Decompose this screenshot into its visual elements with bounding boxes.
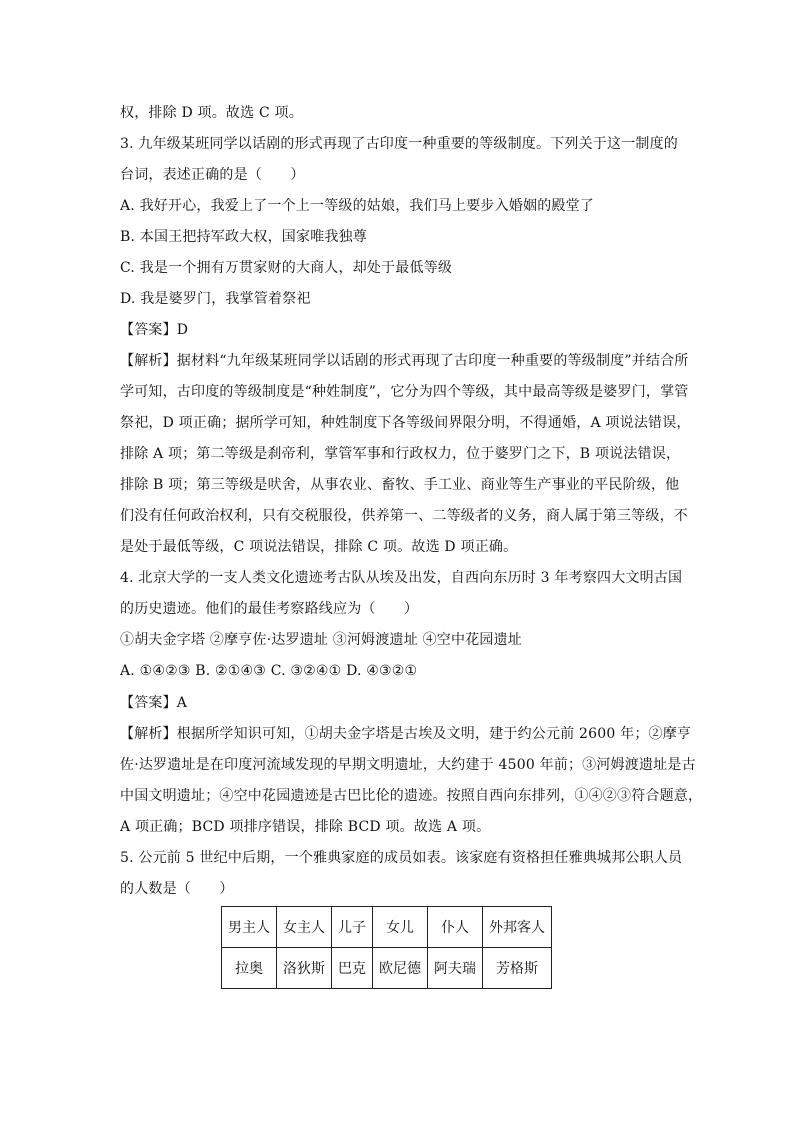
table-cell: 洛狄斯 — [277, 948, 332, 989]
table-header-cell: 儿子 — [332, 907, 373, 948]
question-5-stem-cont: 的人数是（ ） — [120, 881, 234, 897]
question-3-analysis-2: 学可知，古印度的等级制度是“种姓制度”，它分为四个等级，其中最高等级是婆罗门，掌管 — [120, 384, 689, 400]
question-4-sites: ①胡夫金字塔 ②摩亨佐·达罗遗址 ③河姆渡遗址 ④空中花园遗址 — [120, 632, 522, 648]
table-cell: 拉奥 — [222, 948, 277, 989]
table-header-cell: 女主人 — [277, 907, 332, 948]
question-4-stem-cont: 的历史遗迹。他们的最佳考察路线应为（ ） — [120, 601, 419, 617]
question-4-stem: 4. 北京大学的一支人类文化遗迹考古队从埃及出发，自西向东历时 3 年考察四大文明古国 — [120, 570, 683, 586]
question-3-option-b: B. 本国王把持军政大权，国家唯我独尊 — [120, 229, 367, 245]
question-3-option-c: C. 我是一个拥有万贯家财的大商人，却处于最低等级 — [120, 260, 453, 276]
question-4-analysis-3: 中国文明遗址；④空中花园遗迹是古巴比伦的遗迹。按照自西向东排列，①④②③符合题意， — [120, 788, 703, 804]
table-cell: 欧尼德 — [373, 948, 428, 989]
question-3-analysis-7: 是处于最低等级，C 项说法错误，排除 C 项。故选 D 项正确。 — [120, 539, 518, 555]
table-cell: 芳格斯 — [483, 948, 552, 989]
question-4-answer: 【答案】A — [120, 695, 188, 711]
question-4-options: A. ①④②③ B. ②①④③ C. ③②④① D. ④③②① — [120, 663, 418, 679]
question-5-stem: 5. 公元前 5 世纪中后期，一个雅典家庭的成员如表。该家庭有资格担任雅典城邦公职人员 — [120, 850, 683, 866]
question-4-analysis-2: 佐·达罗遗址是在印度河流域发现的早期文明遗址，大约建于 4500 年前；③河姆渡遗址是古 — [120, 757, 696, 773]
question-3-option-d: D. 我是婆罗门，我掌管着祭祀 — [120, 291, 311, 307]
table-header-cell: 男主人 — [222, 907, 277, 948]
question-3-stem: 3. 九年级某班同学以话剧的形式再现了古印度一种重要的等级制度。下列关于这一制度的 — [120, 136, 679, 152]
question-3-stem-cont: 台词，表述正确的是（ ） — [120, 167, 305, 183]
question-4-analysis-4: A 项正确；BCD 项排序错误，排除 BCD 项。故选 A 项。 — [120, 819, 491, 835]
question-3-answer: 【答案】D — [120, 322, 189, 338]
table-header-cell: 仆人 — [428, 907, 483, 948]
table-cell: 阿夫瑞 — [428, 948, 483, 989]
question-3-option-a: A. 我好开心，我爱上了一个上一等级的姑娘，我们马上要步入婚姻的殿堂了 — [120, 198, 595, 214]
text-line-1: 权，排除 D 项。故选 C 项。 — [120, 105, 303, 121]
question-3-analysis-1: 【解析】据材料“九年级某班同学以话剧的形式再现了古印度一种重要的等级制度”并结合所 — [120, 353, 689, 369]
table-header-cell: 外邦客人 — [483, 907, 552, 948]
question-4-analysis-1: 【解析】根据所学知识可知，①胡夫金字塔是古埃及文明，建于约公元前 2600 年；②摩亨 — [120, 726, 692, 742]
table-header-row — [222, 907, 552, 948]
household-table — [221, 906, 552, 989]
question-3-analysis-6: 们没有任何政治权利，只有交税服役，供养第一、二等级者的义务，商人属于第三等级，不 — [120, 508, 688, 524]
question-3-analysis-4: 排除 A 项；第二等级是刹帝利，掌管军事和行政权力，位于婆罗门之下，B 项说法错误， — [120, 446, 681, 462]
table-row — [222, 948, 552, 989]
table-header-cell: 女儿 — [373, 907, 428, 948]
question-3-analysis-3: 祭祀，D 项正确；据所学可知，种姓制度下各等级间界限分明，不得通婚，A 项说法错误， — [120, 415, 691, 431]
table-cell: 巴克 — [332, 948, 373, 989]
question-3-analysis-5: 排除 B 项；第三等级是吠舍，从事农业、畜牧、手工业、商业等生产事业的平民阶级，他 — [120, 477, 680, 493]
